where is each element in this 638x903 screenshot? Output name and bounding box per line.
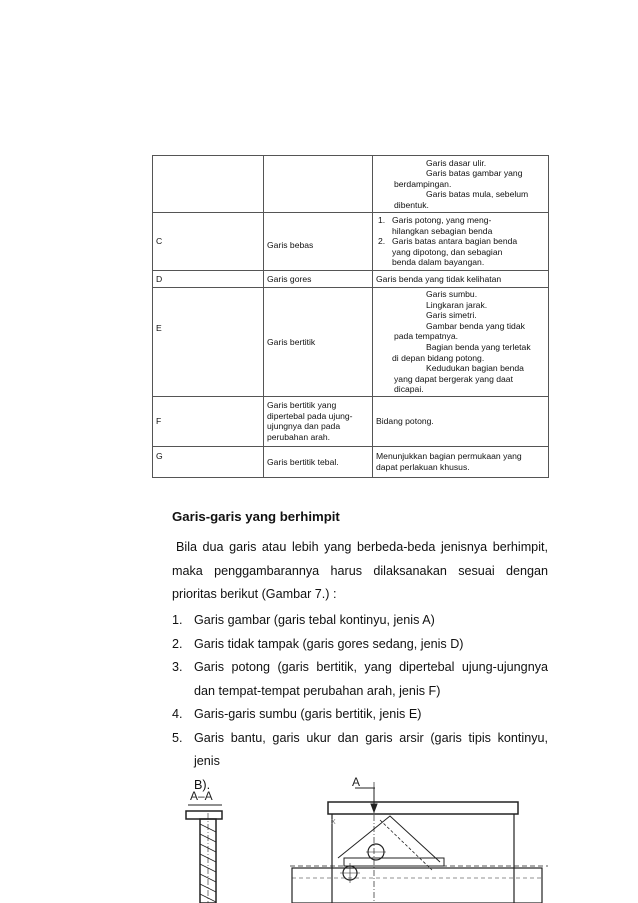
item-text: dan tempat-tempat perubahan arah, jenis F) <box>194 683 441 698</box>
code-cell: F <box>153 396 264 446</box>
item-text: Garis gambar (garis tebal kontinyu, jenis A) <box>194 613 435 627</box>
usage-line: Garis dasar ulir. <box>426 157 487 168</box>
item-text: Garis-garis sumbu (garis bertitik, jenis E) <box>194 707 422 721</box>
type-line: Garis bertitik yang <box>267 400 337 411</box>
type-cell <box>264 396 373 446</box>
item-text: Garis bantu, garis ukur dan garis arsir (garis tipis kontinyu, jenis <box>194 730 548 768</box>
usage-cell <box>373 288 549 397</box>
usage-line: pada tempatnya. <box>394 331 459 342</box>
usage-line: Menunjukkan bagian permukaan yang <box>376 451 522 462</box>
usage-line: yang dipotong, dan sebagian <box>392 246 503 257</box>
paragraph-line: prioritas berikut (Gambar 7.) : <box>172 587 337 601</box>
technical-drawing-figure <box>0 760 638 903</box>
type-cell: Garis bertitik <box>264 288 373 397</box>
item-text: B). <box>194 777 211 792</box>
list-item <box>172 703 548 727</box>
item-text: Garis potong (garis bertitik, yang dipertebal ujung-ujungnya <box>194 660 548 674</box>
list-item <box>172 633 548 657</box>
usage-line: benda dalam bayangan. <box>392 257 485 268</box>
code-label: E <box>156 322 162 333</box>
item-text: Garis tidak tampak (garis gores sedang, jenis D) <box>194 636 464 651</box>
usage-line: Garis potong, yang meng- <box>392 215 492 226</box>
type-line: perubahan arah. <box>267 432 331 443</box>
line-types-table <box>152 155 549 478</box>
usage-line: Garis batas gambar yang <box>426 168 523 179</box>
type-cell <box>264 156 373 213</box>
usage-line: Lingkaran jarak. <box>426 299 488 310</box>
usage-line: dicapai. <box>394 384 424 395</box>
type-cell: Garis bertitik tebal. <box>264 446 373 477</box>
item-number: 1. <box>378 215 386 226</box>
paragraph-line: Bila dua garis atau lebih yang berbeda-beda jenisnya berhimpit, <box>176 540 548 554</box>
usage-line: dibentuk. <box>394 199 429 210</box>
usage-line: Garis batas antara bagian benda <box>392 236 518 247</box>
item-number: 2. <box>378 236 386 247</box>
usage-line: Gambar benda yang tidak <box>426 320 525 331</box>
table-row <box>153 213 549 271</box>
section-heading: Garis-garis yang berhimpit <box>172 509 340 524</box>
usage-line: di depan bidang potong. <box>392 352 485 363</box>
table-row <box>153 446 549 477</box>
usage-line: yang dapat bergerak yang daat <box>394 373 513 384</box>
usage-line: Garis batas mula, sebelum <box>426 189 529 200</box>
usage-line: dapat perlakuan khusus. <box>376 461 470 472</box>
usage-cell: Bidang potong. <box>373 396 549 446</box>
table-row <box>153 156 549 213</box>
main-view <box>290 782 548 903</box>
code-cell <box>153 446 264 477</box>
code-cell: D <box>153 271 264 288</box>
item-number: 4. <box>172 707 183 721</box>
table-row <box>153 288 549 397</box>
list-item <box>172 656 548 703</box>
list-item <box>172 609 548 633</box>
usage-cell <box>373 213 549 271</box>
type-cell <box>264 213 373 271</box>
type-line: dipertebal pada ujung- <box>267 410 353 421</box>
corner-mark: X <box>331 819 336 826</box>
section-label: A–A <box>190 789 213 803</box>
code-cell <box>153 288 264 397</box>
table-row <box>153 271 549 288</box>
usage-line: hilangkan sebagian benda <box>392 225 493 236</box>
paragraph-line: maka penggambarannya harus dilaksanakan sesuai dengan <box>172 563 548 578</box>
usage-line: berdampingan. <box>394 178 452 189</box>
item-number: 2. <box>172 636 183 651</box>
usage-item <box>376 215 545 226</box>
code-label: G <box>156 450 163 461</box>
type-label: Garis bebas <box>267 240 314 251</box>
usage-cell <box>373 446 549 477</box>
usage-cell <box>373 156 549 213</box>
usage-line: Bagian benda yang terletak <box>426 341 531 352</box>
section-view <box>186 811 222 903</box>
code-cell <box>153 156 264 213</box>
intro-paragraph <box>172 536 548 607</box>
usage-line: Kedudukan bagian benda <box>426 363 524 374</box>
item-number: 5. <box>172 730 183 745</box>
code-cell: C <box>153 213 264 271</box>
table-row <box>153 396 549 446</box>
usage-line: Garis sumbu. <box>426 289 478 299</box>
type-cell: Garis gores <box>264 271 373 288</box>
arrow-label: A <box>352 775 361 789</box>
usage-line: Garis simetri. <box>426 310 477 321</box>
usage-cell: Garis benda yang tidak kelihatan <box>373 271 549 288</box>
usage-item <box>376 236 545 247</box>
type-line: ujungnya dan pada <box>267 421 341 432</box>
item-number: 1. <box>172 613 183 627</box>
item-number: 3. <box>172 660 183 674</box>
